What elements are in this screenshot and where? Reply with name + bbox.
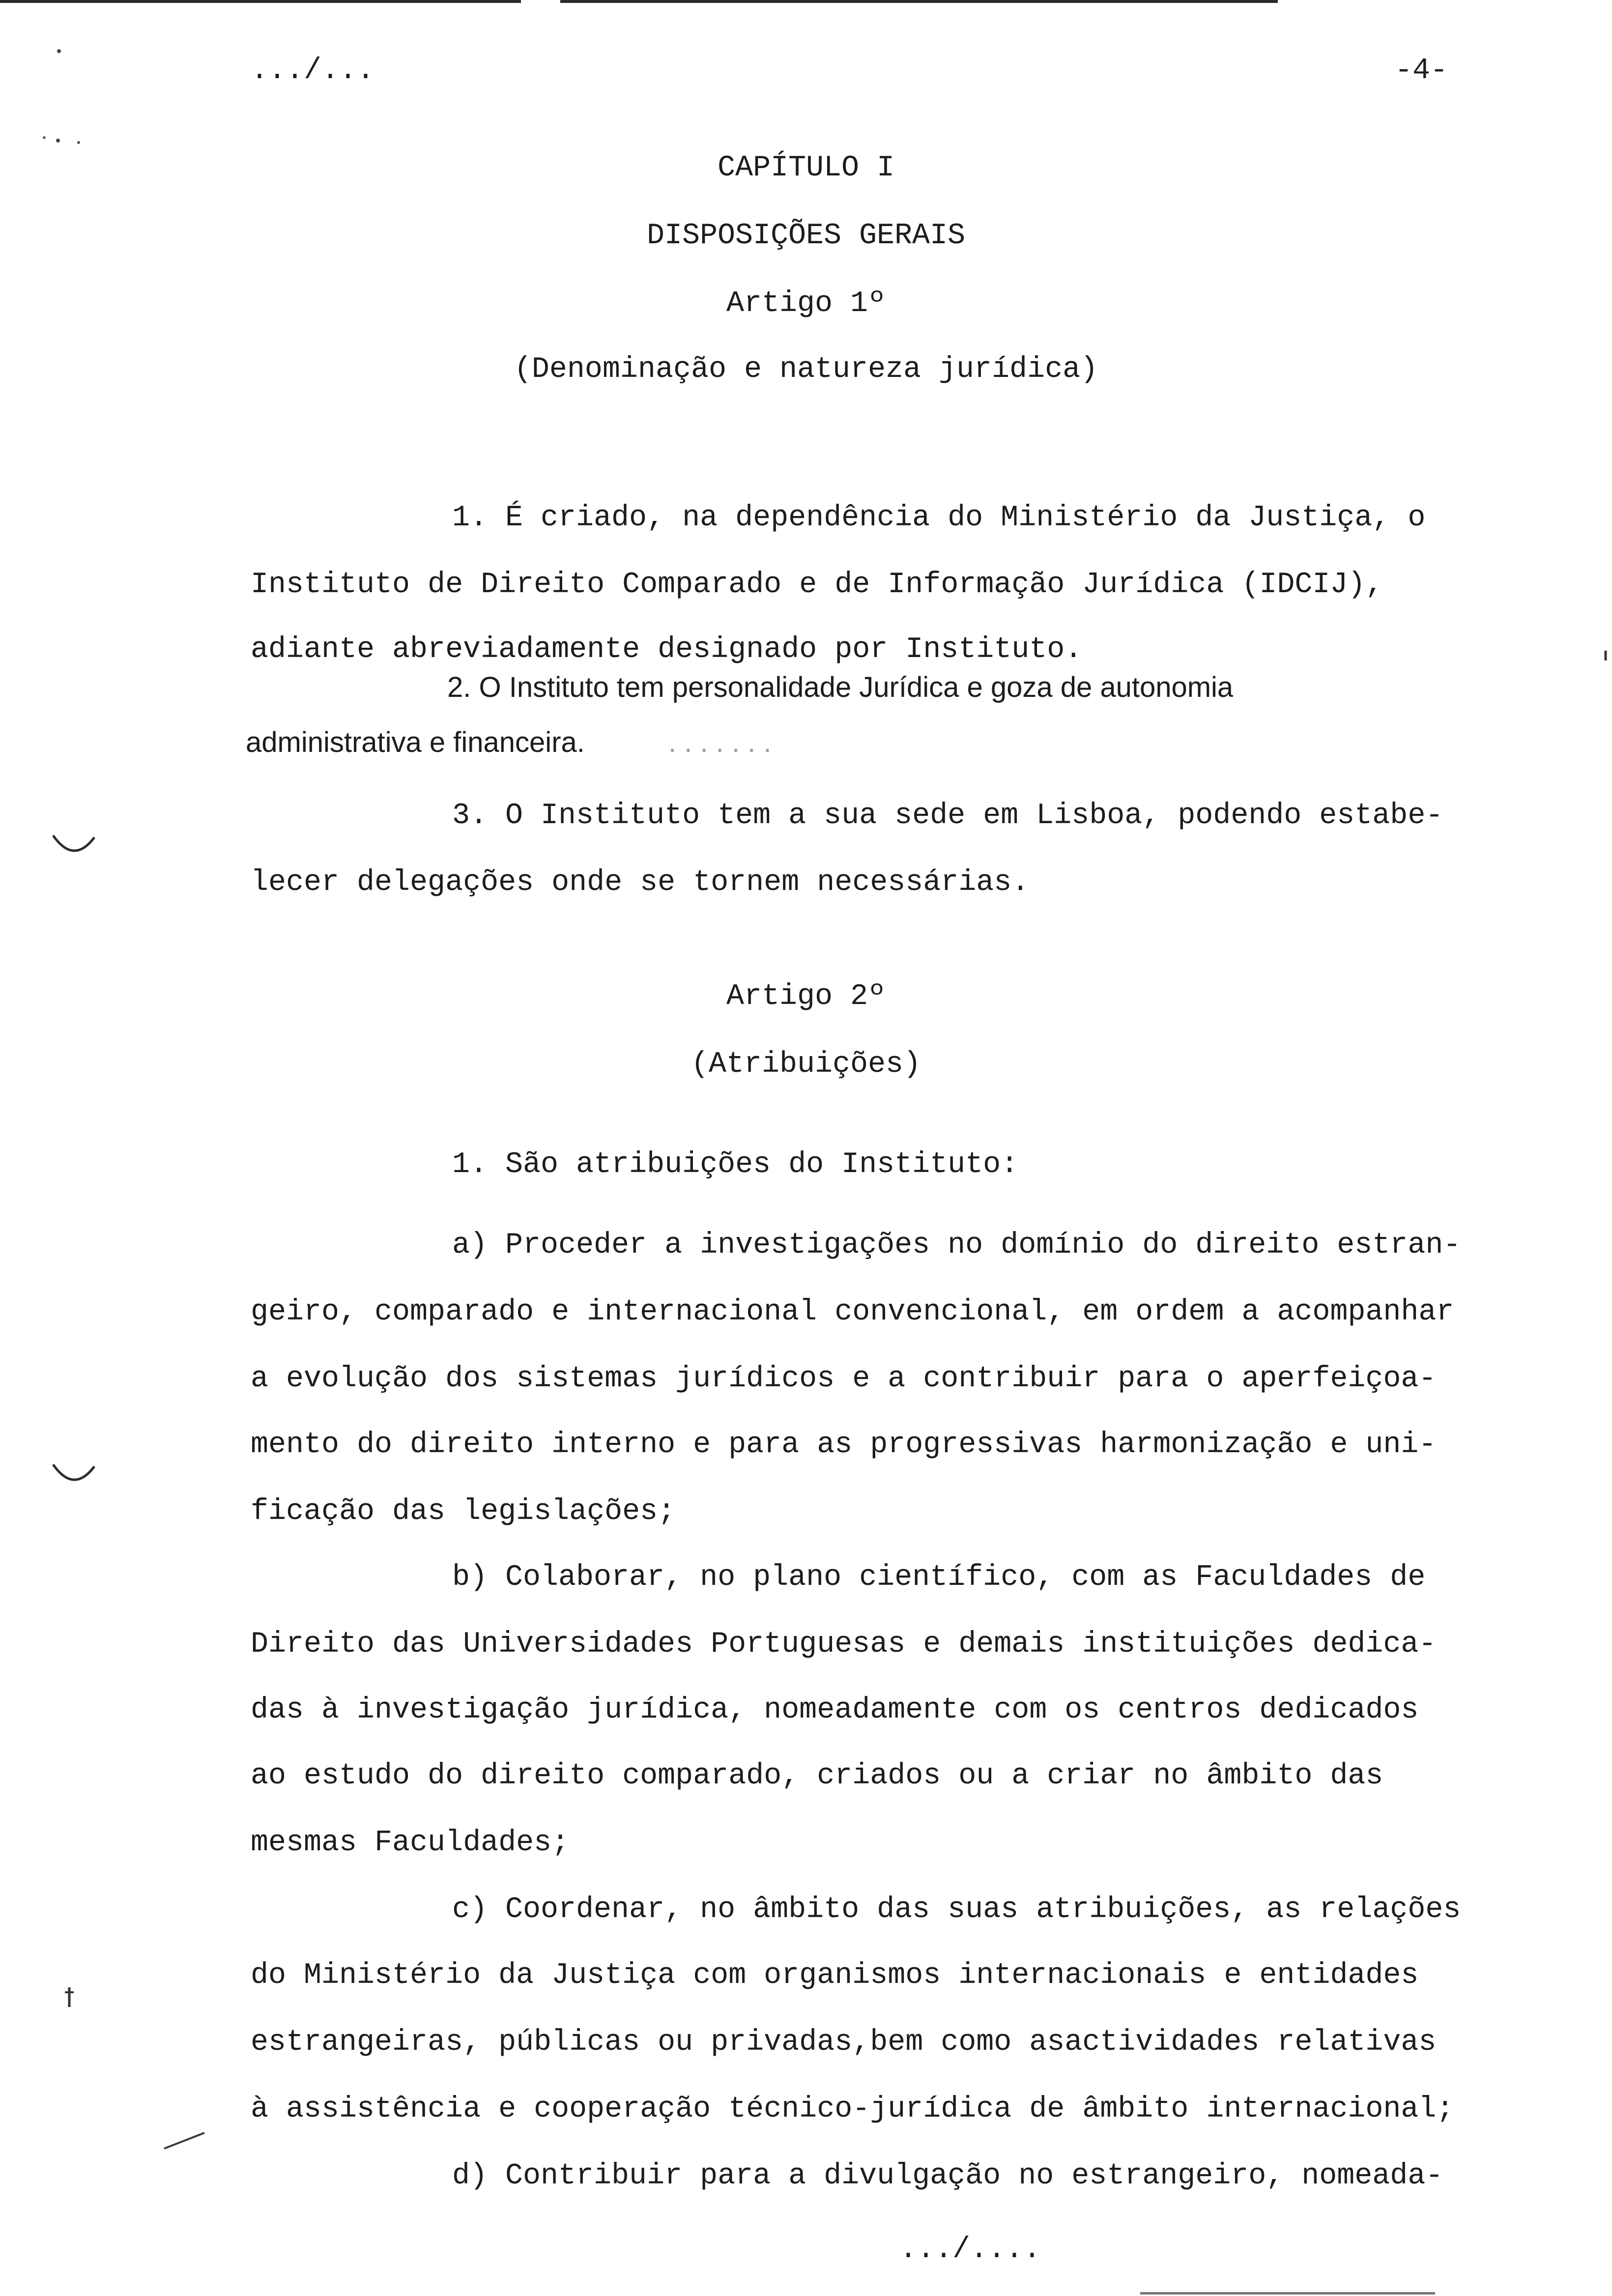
artigo-2-line: b) Colaborar, no plano científico, com as Faculdades de bbox=[452, 1561, 1426, 1594]
artigo-1-line: 2. O Instituto tem personalidade Jurídica e goza de autonomia bbox=[447, 671, 1234, 703]
header-continuation: .../... bbox=[251, 54, 375, 87]
artigo-2-line: a evolução dos sistemas jurídicos e a contribuir para o aperfeiçoa- bbox=[251, 1362, 1437, 1396]
artigo-1-line: administrativa e financeira. bbox=[246, 726, 585, 758]
artigo-2-line: ao estudo do direito comparado, criados ou a criar no âmbito das bbox=[251, 1759, 1383, 1793]
artigo-1-heading: Artigo 1º bbox=[726, 287, 886, 320]
artigo-2-line: mesmas Faculdades; bbox=[251, 1826, 570, 1860]
artigo-1-caption: (Denominação e natureza jurídica) bbox=[514, 353, 1098, 386]
artigo-2-line: a) Proceder a investigações no domínio do direito estran- bbox=[452, 1229, 1461, 1262]
artigo-1-line: lecer delegações onde se tornem necessárias. bbox=[251, 866, 1030, 899]
faded-overtyped-text: . . . . . . . bbox=[668, 726, 772, 758]
top-edge-rule-left bbox=[0, 0, 521, 3]
artigo-2-line: do Ministério da Justiça com organismos internacionais e entidades bbox=[251, 1959, 1419, 1992]
artigo-2-line: d) Contribuir para a divulgação no estrangeiro, nomeada- bbox=[452, 2159, 1443, 2193]
artigo-1-line: 3. O Instituto tem a sua sede em Lisboa, podendo estabe- bbox=[452, 799, 1443, 832]
artigo-2-line: à assistência e cooperação técnico-jurídica de âmbito internacional; bbox=[251, 2093, 1454, 2126]
punch-hole-mark-upper bbox=[49, 826, 98, 865]
artigo-2-caption: (Atribuições) bbox=[691, 1048, 921, 1081]
artigo-1-line: adiante abreviadamente designado por Instituto. bbox=[251, 633, 1083, 666]
stray-tick-mark bbox=[62, 1985, 77, 2010]
artigo-2-line: mento do direito interno e para as progressivas harmonização e uni- bbox=[251, 1428, 1437, 1462]
top-edge-rule-right bbox=[560, 0, 1278, 3]
chapter-subtitle: DISPOSIÇÕES GERAIS bbox=[646, 219, 966, 253]
artigo-2-line: das à investigação jurídica, nomeadamente com os centros dedicados bbox=[251, 1693, 1419, 1727]
artigo-2-line: ficação das legislações; bbox=[251, 1495, 676, 1528]
stray-dash-mark bbox=[162, 2128, 206, 2152]
footer-continuation: .../.... bbox=[899, 2233, 1041, 2267]
bottom-edge-rule bbox=[1140, 2292, 1435, 2295]
artigo-1-line: 1. É criado, na dependência do Ministério da Justiça, o bbox=[452, 501, 1426, 535]
artigo-2-line: geiro, comparado e internacional convencional, em ordem a acompanhar bbox=[251, 1295, 1454, 1329]
artigo-2-line: c) Coordenar, no âmbito das suas atribuições, as relações bbox=[452, 1893, 1461, 1926]
artigo-2-line: Direito das Universidades Portuguesas e demais instituições dedica- bbox=[251, 1628, 1437, 1661]
right-margin-speck bbox=[1602, 649, 1609, 663]
artigo-2-heading: Artigo 2º bbox=[726, 980, 886, 1013]
punch-hole-mark-lower bbox=[49, 1455, 98, 1494]
page-number: -4- bbox=[1395, 54, 1448, 87]
artigo-1-line: Instituto de Direito Comparado e de Informação Jurídica (IDCIJ), bbox=[251, 568, 1383, 602]
artigo-2-line: 1. São atribuições do Instituto: bbox=[452, 1148, 1019, 1181]
artigo-2-line: estrangeiras, públicas ou privadas,bem como asactividades relativas bbox=[251, 2026, 1437, 2059]
chapter-title: CAPÍTULO I bbox=[717, 151, 895, 185]
stray-specks bbox=[29, 44, 88, 162]
